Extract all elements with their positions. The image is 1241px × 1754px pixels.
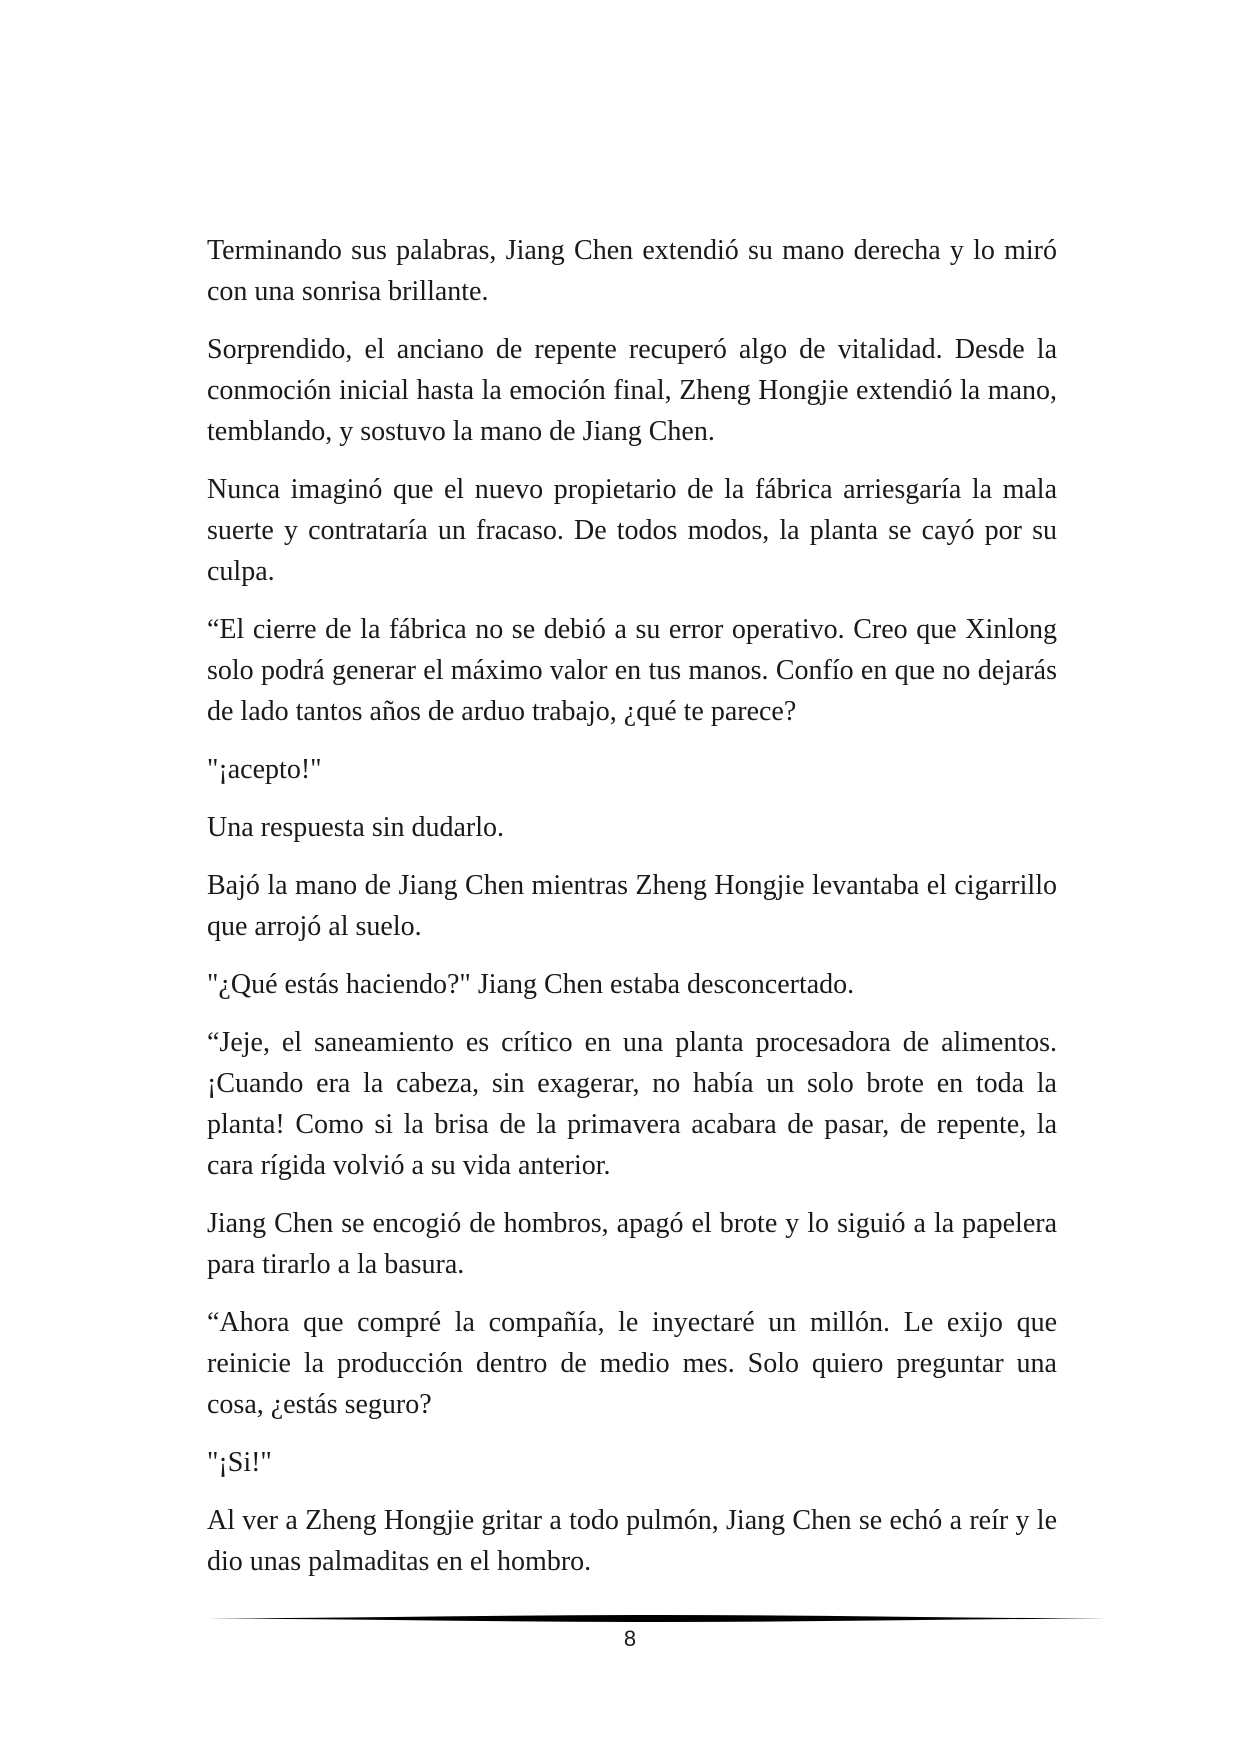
paragraph: Jiang Chen se encogió de hombros, apagó el brote y lo siguió a la papelera para tirarlo a la basura. bbox=[207, 1208, 1057, 1280]
paragraph: "¡acepto!" bbox=[207, 754, 322, 785]
body-text bbox=[207, 230, 1057, 1599]
paragraph: “Ahora que compré la compañía, le inyectaré un millón. Le exijo que reinicie la producción dentro de medio mes. Solo quiero preguntar una cosa, ¿estás seguro? bbox=[207, 1307, 1057, 1420]
paragraph: Nunca imaginó que el nuevo propietario de la fábrica arriesgaría la mala suerte y contrataría un fracaso. De todos modos, la planta se cayó por su culpa. bbox=[207, 474, 1057, 587]
paragraph: Al ver a Zheng Hongjie gritar a todo pulmón, Jiang Chen se echó a reír y le dio unas palmaditas en el hombro. bbox=[207, 1505, 1057, 1577]
paragraph: Bajó la mano de Jiang Chen mientras Zheng Hongjie levantaba el cigarrillo que arrojó al suelo. bbox=[207, 870, 1057, 942]
paragraph: Sorprendido, el anciano de repente recuperó algo de vitalidad. Desde la conmoción inicial hasta la emoción final, Zheng Hongjie extendió la mano, temblando, y sostuvo la mano de Jiang Chen. bbox=[207, 334, 1057, 447]
paragraph: “El cierre de la fábrica no se debió a su error operativo. Creo que Xinlong solo podrá generar el máximo valor en tus manos. Confío en que no dejarás de lado tantos años de arduo trabajo, ¿qué te parece? bbox=[207, 614, 1057, 727]
paragraph: "¿Qué estás haciendo?" Jiang Chen estaba desconcertado. bbox=[207, 969, 855, 1000]
page-number: 8 bbox=[623, 1626, 637, 1651]
paragraph: Una respuesta sin dudarlo. bbox=[207, 812, 505, 843]
paragraph: "¡Si!" bbox=[207, 1447, 272, 1478]
paragraph: “Jeje, el saneamiento es crítico en una planta procesadora de alimentos. ¡Cuando era la cabeza, sin exagerar, no había un solo brote en toda la planta! Como si la brisa de la primavera acabara de pasar, de repente, la cara rígida volvió a su vida anterior. bbox=[207, 1027, 1057, 1181]
paragraph: Terminando sus palabras, Jiang Chen extendió su mano derecha y lo miró con una sonrisa brillante. bbox=[207, 235, 1057, 307]
footer-rule bbox=[207, 1614, 1107, 1623]
